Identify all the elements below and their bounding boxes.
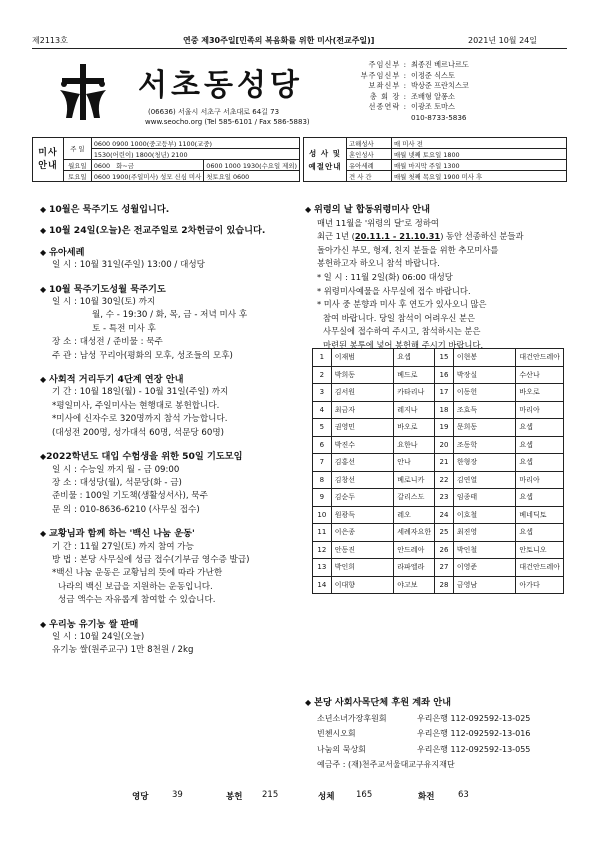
deceased-row xyxy=(313,576,564,594)
deceased-row xyxy=(313,349,564,367)
memorial-line: 참여 바랍니다. 당일 참석이 어려우신 분은 xyxy=(323,312,476,323)
memorial-period: 20.11.1 - 21.10.31 xyxy=(354,231,441,242)
deceased-row xyxy=(313,471,564,489)
row-number: 20 xyxy=(435,436,454,454)
mass-times: 0600 0900 1000(중고등부) 1100(교중) xyxy=(91,138,299,149)
memorial-text: ) 동안 선종하신 분들과 xyxy=(440,231,524,242)
stat-value: 63 xyxy=(458,790,469,800)
baptismal-name: 세례자요한 xyxy=(394,524,435,542)
staff-name: 조배형 알퐁소 xyxy=(411,91,455,101)
row-number: 1 xyxy=(313,349,332,367)
section-title: 10월 묵주기도성월 묵주기도 xyxy=(48,283,166,295)
deceased-name: 김창선 xyxy=(331,471,394,489)
parish-address: (06636) 서울시 서초구 서초대로 64길 73 xyxy=(148,108,280,116)
baptismal-name: 요셉 xyxy=(394,349,435,367)
parish-name: 서초동성당 xyxy=(138,68,303,103)
sacrament-value: 매월 마지막 주일 1300 xyxy=(392,160,567,171)
deceased-name: 이동헌 xyxy=(453,384,516,402)
row-number: 16 xyxy=(435,366,454,384)
baptismal-name: 안나 xyxy=(394,454,435,472)
vaccine-heading xyxy=(40,527,295,540)
stat-label: 성체 xyxy=(318,792,335,802)
deceased-row xyxy=(313,366,564,384)
parish-contact: www.seocho.org (Tel 585-6101 / Fax 586-5883) xyxy=(145,118,310,126)
deceased-name: 김홍선 xyxy=(331,454,394,472)
staff-row xyxy=(355,92,469,103)
sacrament-value: 매 미사 전 xyxy=(392,138,567,149)
baptismal-name: 요셉 xyxy=(516,454,564,472)
mass-times: 1530(어린이) 1800(청년) 2100 xyxy=(91,149,299,160)
baptismal-name: 라파엘라 xyxy=(394,559,435,577)
baptism-heading xyxy=(40,246,295,259)
notice-text: 10월은 묵주기도 성월입니다. xyxy=(48,204,170,215)
baptismal-name: 베로니카 xyxy=(394,471,435,489)
row-number: 26 xyxy=(435,541,454,559)
deceased-name: 조효득 xyxy=(453,401,516,419)
staff-role: 주임신부 : xyxy=(368,60,407,69)
baptismal-name: 대건안드레아 xyxy=(516,559,564,577)
account-row xyxy=(305,726,570,742)
rosary-line: 일 시 : 10월 30일(토) 까지 xyxy=(52,297,156,308)
baptismal-name: 마리아 xyxy=(516,471,564,489)
deceased-row xyxy=(313,454,564,472)
memorial-line: * 일 시 : 11월 2일(화) 06:00 대성당 xyxy=(317,271,453,282)
row-number: 3 xyxy=(313,384,332,402)
staff-list xyxy=(355,60,469,124)
sacrament-table xyxy=(303,137,567,182)
diamond-bullet-icon: ◆ xyxy=(40,284,49,294)
row-number: 10 xyxy=(313,506,332,524)
stat-label: 봉헌 xyxy=(226,792,243,802)
vaccine-line: 방 법 : 본당 사무실에 성금 접수(기부금 영수증 발급) xyxy=(52,554,250,565)
memorial-line: 돌아가신 부모, 형제, 친지 분들을 위한 추모미사를 xyxy=(317,244,499,255)
vaccine-line: *백신 나눔 운동은 교황님의 뜻에 따라 가난한 xyxy=(52,568,223,579)
deceased-name: 조동학 xyxy=(453,436,516,454)
row-number: 19 xyxy=(435,419,454,437)
account-holder: 예금주 : (재)천주교서울대교구유지재단 xyxy=(317,760,455,769)
rosary-heading xyxy=(40,283,295,296)
deceased-name: 최진영 xyxy=(453,524,516,542)
mass-day: 주 일 xyxy=(63,138,91,160)
staff-name: 010-8733-5836 xyxy=(411,112,467,122)
deceased-name: 임종태 xyxy=(453,489,516,507)
left-column xyxy=(40,203,295,658)
baptismal-name: 요셉 xyxy=(516,489,564,507)
row-number: 17 xyxy=(435,384,454,402)
staff-role: 부주임신부 : xyxy=(360,70,407,80)
baptismal-name: 레지나 xyxy=(394,401,435,419)
memorial-text: 최근 1년 ( xyxy=(317,231,355,242)
account-number: 우리은행 112-092592-13-055 xyxy=(417,744,531,754)
mass-schedule-table xyxy=(32,137,300,182)
account-name: 나눔의 묵상회 xyxy=(317,744,366,754)
deceased-name: 김연열 xyxy=(453,471,516,489)
deceased-name: 이재범 xyxy=(331,349,394,367)
row-number: 9 xyxy=(313,489,332,507)
diamond-bullet-icon: ◆ xyxy=(40,619,49,629)
staff-role: 보좌신부 : xyxy=(368,81,407,91)
diamond-bullet-icon: ◆ xyxy=(40,529,49,539)
account-name: 빈첸시오회 xyxy=(317,729,356,738)
notice-rosary-month xyxy=(40,203,295,216)
accounts-heading xyxy=(305,695,570,711)
mass-extra-times: 첫토요일 0600 xyxy=(204,171,300,182)
baptismal-name: 요한나 xyxy=(394,436,435,454)
section-title: 위령의 날 합동위령미사 안내 xyxy=(313,204,431,215)
stat-value: 165 xyxy=(356,790,373,800)
rice-heading xyxy=(40,618,295,631)
row-number: 12 xyxy=(313,541,332,559)
row-number: 6 xyxy=(313,436,332,454)
baptismal-name: 요셉 xyxy=(516,524,564,542)
mass-times xyxy=(91,171,203,182)
stat-label: 화전 xyxy=(418,792,435,802)
distancing-line: *평일미사, 주일미사는 현행대로 봉헌합니다. xyxy=(52,400,220,411)
diamond-bullet-icon: ◆ xyxy=(305,698,314,707)
deceased-row xyxy=(313,541,564,559)
diamond-bullet-icon: ◆ xyxy=(40,205,49,214)
sacrament-key: 혼인성사 xyxy=(347,149,392,160)
row-number: 28 xyxy=(435,576,454,594)
staff-row xyxy=(355,60,469,71)
row-number: 22 xyxy=(435,471,454,489)
memorial-line: 봉헌하고자 하오니 참석 바랍니다. xyxy=(317,258,440,269)
section-title: 사회적 거리두기 4단계 연장 안내 xyxy=(48,374,184,386)
exam-prayer-line: 준비물 : 100일 기도책(생활성서사), 묵주 xyxy=(52,491,208,502)
row-number: 11 xyxy=(313,524,332,542)
baptismal-name: 야고보 xyxy=(394,576,435,594)
memorial-line: 매년 11월을 '위령의 달'로 정하여 xyxy=(317,217,439,228)
rosary-line: 월, 수 - 19:30 / 화, 목, 금 - 저녁 미사 후 xyxy=(92,310,248,321)
notice-mission-sunday xyxy=(40,224,295,237)
deceased-name: 문희동 xyxy=(453,419,516,437)
sacrament-value: 매월 넷째 토요일 1800 xyxy=(392,149,567,160)
sacrament-key: 고해성사 xyxy=(347,138,392,149)
row-number: 14 xyxy=(313,576,332,594)
deceased-names-table xyxy=(312,348,564,594)
staff-name: 이광조 토마스 xyxy=(411,102,455,112)
mass-time-value: 0600 xyxy=(93,161,111,170)
vaccine-line: 기 간 : 11월 27일(토) 까지 참여 가능 xyxy=(52,541,194,552)
deceased-name: 최금자 xyxy=(331,401,394,419)
row-number: 4 xyxy=(313,401,332,419)
mass-day: 토요일 xyxy=(63,171,91,182)
deceased-name: 이은종 xyxy=(331,524,394,542)
deceased-name: 금영남 xyxy=(453,576,516,594)
exam-prayer-line: 장 소 : 대성당(월), 석문당(화 - 금) xyxy=(52,477,182,488)
deceased-name: 이호철 xyxy=(453,506,516,524)
deceased-name: 박인희 xyxy=(331,559,394,577)
deceased-name: 이영준 xyxy=(453,559,516,577)
baptismal-name: 베드로 xyxy=(394,366,435,384)
section-title: 유아세례 xyxy=(48,246,85,258)
row-number: 7 xyxy=(313,454,332,472)
deceased-row xyxy=(313,506,564,524)
row-number: 23 xyxy=(435,489,454,507)
deceased-row xyxy=(313,401,564,419)
sacrament-key: 유아세례 xyxy=(347,160,392,171)
row-number: 5 xyxy=(313,419,332,437)
right-column xyxy=(305,203,570,353)
vaccine-line: 성금 액수는 자유롭게 참여할 수 있습니다. xyxy=(58,595,216,606)
deceased-row xyxy=(313,436,564,454)
rice-line: 유기농 쌀(원주교구) 1만 8천원 / 2kg xyxy=(52,645,194,656)
row-number: 18 xyxy=(435,401,454,419)
notice-text: 10월 24일(오늘)은 전교주일로 2차헌금이 있습니다. xyxy=(48,225,266,237)
mass-times xyxy=(91,160,203,171)
row-number: 13 xyxy=(313,559,332,577)
rosary-line: 주 관 : 남성 꾸리아(평화의 모후, 성조들의 모후) xyxy=(52,350,233,361)
row-number: 27 xyxy=(435,559,454,577)
deceased-name: 박희동 xyxy=(331,366,394,384)
exam-prayer-line: 문 의 : 010-8636-6210 (사무실 접수) xyxy=(52,504,200,515)
memorial-line: 사무실에 접수하여 주시고, 참석하시는 분은 xyxy=(323,326,481,337)
staff-row xyxy=(355,71,469,82)
account-row xyxy=(305,711,570,727)
header-rule xyxy=(32,48,567,49)
deceased-row xyxy=(313,384,564,402)
liturgical-theme: 연중 제30주일[민족의 복음화를 위한 미사(전교주일)] xyxy=(183,36,375,45)
stat-value: 39 xyxy=(172,790,183,800)
staff-row xyxy=(355,81,469,92)
deceased-row xyxy=(313,559,564,577)
baptismal-name: 아가다 xyxy=(516,576,564,594)
staff-role: 총 회 장 : xyxy=(369,91,407,101)
diamond-bullet-icon: ◆ xyxy=(40,452,47,462)
deceased-name: 원광득 xyxy=(331,506,394,524)
mass-day: 월요일 xyxy=(63,160,91,171)
baptismal-name: 베네딕토 xyxy=(516,506,564,524)
memorial-line: * 위령미사예물을 사무실에 접수 바랍니다. xyxy=(317,285,471,296)
baptismal-name: 요셉 xyxy=(516,436,564,454)
distancing-line: *미사에 신자수로 320명까지 참석 가능합니다. xyxy=(52,414,228,425)
row-number: 25 xyxy=(435,524,454,542)
row-number: 24 xyxy=(435,506,454,524)
mass-time-value: 0600 1900(주일미사) xyxy=(93,172,159,181)
staff-role: 선종연락 : xyxy=(368,102,407,112)
vaccine-line: 나라의 백신 보급을 지원하는 운동입니다. xyxy=(58,581,213,592)
baptismal-name: 안드레아 xyxy=(394,541,435,559)
mass-label: 미사 안내 xyxy=(33,138,64,182)
issue-date: 2021년 10월 24일 xyxy=(468,36,537,45)
diamond-bullet-icon: ◆ xyxy=(305,205,314,214)
deceased-name: 권영민 xyxy=(331,419,394,437)
baptismal-name: 마리아 xyxy=(516,401,564,419)
memorial-line: 마련된 봉투에 넣어 봉헌해 주시기 바랍니다. xyxy=(323,339,484,350)
deceased-name: 안동진 xyxy=(331,541,394,559)
deceased-name: 김서원 xyxy=(331,384,394,402)
section-title: 교황님과 함께 하는 '백신 나눔 운동' xyxy=(48,528,195,540)
section-title: 우리농 유기농 쌀 판매 xyxy=(48,618,139,630)
distancing-line: 기 간 : 10월 18일(월) - 10월 31일(주일) 까지 xyxy=(52,387,229,398)
row-number: 8 xyxy=(313,471,332,489)
rosary-line: 토 - 특전 미사 후 xyxy=(92,323,156,334)
diamond-bullet-icon: ◆ xyxy=(40,247,49,257)
baptismal-name: 대건안드레아 xyxy=(516,349,564,367)
account-name: 소년소녀가장후원회 xyxy=(317,713,387,723)
staff-row xyxy=(355,102,469,113)
staff-name: 최종진 베르나르도 xyxy=(411,60,469,69)
parish-logo xyxy=(50,60,116,126)
row-number: 2 xyxy=(313,366,332,384)
row-number: 21 xyxy=(435,454,454,472)
rice-line: 일 시 : 10월 24일(오늘) xyxy=(52,631,145,642)
section-title: 본당 사회사목단체 후원 계좌 안내 xyxy=(313,697,451,708)
account-number: 우리은행 112-092592-13-016 xyxy=(417,729,531,738)
row-number: 15 xyxy=(435,349,454,367)
baptism-line: 일 시 : 10월 31일(주일) 13:00 / 대성당 xyxy=(52,260,205,271)
baptismal-name: 바오로 xyxy=(516,384,564,402)
section-title: 2022학년도 대입 수험생을 위한 50일 기도모임 xyxy=(46,451,243,463)
staff-row xyxy=(355,113,469,124)
deceased-name: 박인철 xyxy=(453,541,516,559)
accounts-section xyxy=(305,695,570,773)
sacrament-label: 성 사 및 예절안내 xyxy=(304,138,347,182)
sacrament-key: 견 사 간 xyxy=(347,171,392,182)
deceased-name: 이현봉 xyxy=(453,349,516,367)
distancing-line: (대성전 200명, 성가대석 60명, 석문당 60명) xyxy=(52,427,225,438)
issue-number: 제2113호 xyxy=(32,36,68,45)
deceased-name: 이대향 xyxy=(331,576,394,594)
baptismal-name: 카타리나 xyxy=(394,384,435,402)
exam-prayer-line: 일 시 : 수능일 까지 월 - 금 09:00 xyxy=(52,464,180,475)
exam-prayer-heading xyxy=(40,450,295,463)
mass-extra: 성모 신심 미사 xyxy=(160,172,202,181)
stat-value: 215 xyxy=(262,790,279,800)
baptismal-name: 안토니오 xyxy=(516,541,564,559)
deceased-row xyxy=(313,489,564,507)
sacrament-value: 매월 첫째 목요일 1900 미사 후 xyxy=(392,171,567,182)
distancing-heading xyxy=(40,373,295,386)
deceased-row xyxy=(313,524,564,542)
baptismal-name: 갈리스도 xyxy=(394,489,435,507)
baptismal-name: 요셉 xyxy=(516,419,564,437)
mass-extra: 화~금 xyxy=(116,161,134,170)
baptismal-name: 바오로 xyxy=(394,419,435,437)
deceased-name: 박진수 xyxy=(331,436,394,454)
rosary-line: 장 소 : 대성전 / 준비물 : 묵주 xyxy=(52,337,163,348)
diamond-bullet-icon: ◆ xyxy=(40,226,49,236)
deceased-name: 한형장 xyxy=(453,454,516,472)
deceased-name: 김순두 xyxy=(331,489,394,507)
staff-name: 박상준 프란치스코 xyxy=(411,81,469,91)
deceased-name: 박장실 xyxy=(453,366,516,384)
account-number: 우리은행 112-092592-13-025 xyxy=(417,713,531,723)
account-row xyxy=(305,742,570,758)
baptismal-name: 레오 xyxy=(394,506,435,524)
deceased-row xyxy=(313,419,564,437)
staff-role xyxy=(355,113,411,124)
mass-extra-times: 0600 1000 1930(수요일 제외) xyxy=(204,160,300,171)
memorial-heading xyxy=(305,203,570,217)
memorial-line: * 미사 중 분향과 미사 후 연도가 있사오니 많은 xyxy=(317,299,487,310)
diamond-bullet-icon: ◆ xyxy=(40,375,49,385)
staff-name: 이정준 식스토 xyxy=(411,70,455,80)
baptismal-name: 수산나 xyxy=(516,366,564,384)
memorial-line xyxy=(305,230,570,244)
stat-label: 영당 xyxy=(132,792,149,802)
